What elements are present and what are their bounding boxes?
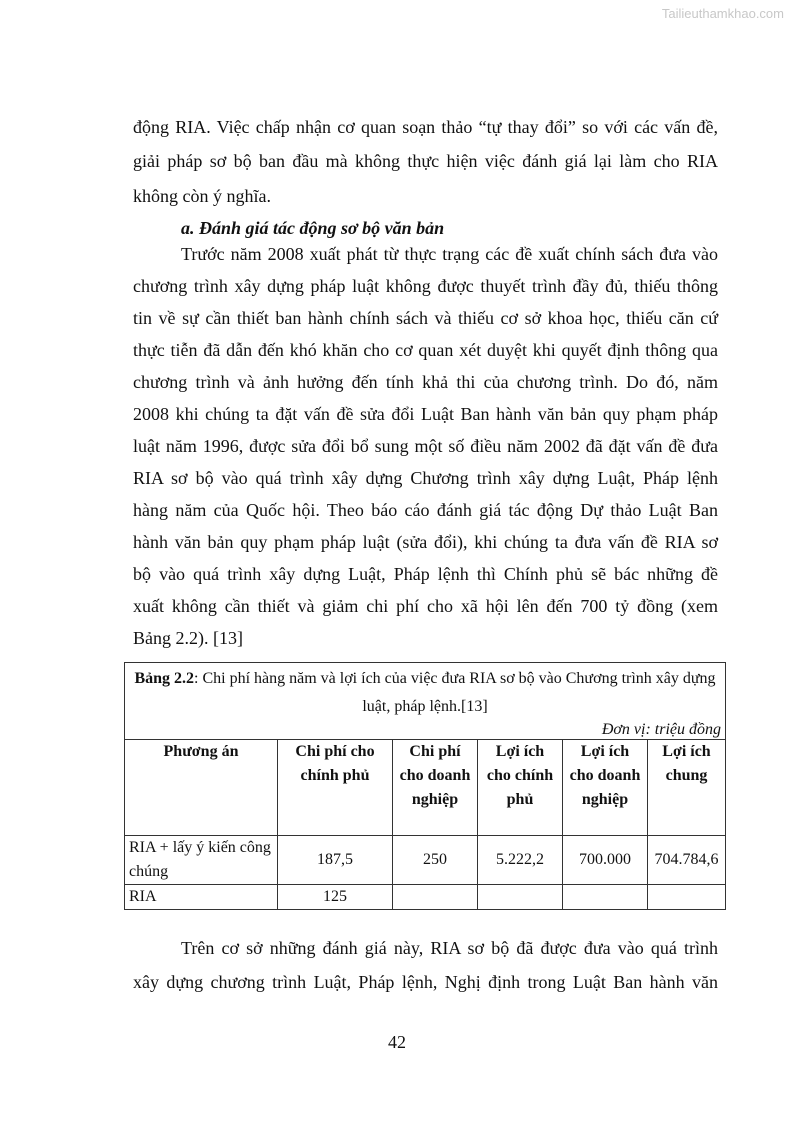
table-cell: 700.000: [563, 836, 648, 885]
text-line: Trên cơ sở những đánh giá này, RIA sơ bộ đã được đưa vào quá trình: [181, 938, 718, 958]
text-line: thực tiễn đã dẫn đến khó khăn cho cơ quan xét duyệt khi quyết định thông qua: [133, 340, 718, 360]
table-unit: Đơn vị: triệu đồng: [125, 721, 726, 740]
col-header: Lợi ích cho chính phủ: [478, 740, 563, 836]
table-cell: RIA + lấy ý kiến công chúng: [125, 836, 278, 885]
text-line: luật năm 1996, được sửa đổi bổ sung một số điều năm 2002 đã đặt vấn đề đưa: [133, 436, 718, 456]
table-cell: 187,5: [278, 836, 393, 885]
text-line: hành văn bản quy phạm pháp luật (sửa đổi), khi chúng ta đưa vấn đề RIA sơ: [133, 532, 718, 552]
table-cell: 704.784,6: [648, 836, 726, 885]
text-line: xuất không cần thiết và giảm chi phí cho xã hội lên đến 700 tỷ đồng (xem: [133, 596, 718, 616]
table-cell: 250: [393, 836, 478, 885]
text-line: không còn ý nghĩa.: [133, 186, 271, 206]
text-line: giải pháp sơ bộ ban đầu mà không thực hiện việc đánh giá lại làm cho RIA: [133, 151, 718, 171]
page-number: 42: [388, 1032, 406, 1052]
text-line: 2008 khi chúng ta đặt vấn đề sửa đổi Luật Ban hành văn bản quy phạm pháp: [133, 404, 718, 424]
col-header: Lợi ích chung: [648, 740, 726, 836]
text-line: chương trình và ảnh hưởng đến tính khả thi của chương trình. Do đó, năm: [133, 372, 718, 392]
text-line: hàng năm của Quốc hội. Theo báo cáo đánh giá tác động Dự thảo Luật Ban: [133, 500, 718, 520]
table-cell: [563, 885, 648, 910]
col-header: Chi phí cho chính phủ: [278, 740, 393, 836]
caption-label: Bảng 2.2: [134, 670, 195, 687]
table-cell: [648, 885, 726, 910]
col-header: Chi phí cho doanh nghiệp: [393, 740, 478, 836]
text-line: tin về sự cần thiết ban hành chính sách và thiếu cơ sở khoa học, thiếu căn cứ: [133, 308, 718, 328]
watermark: Tailieuthamkhao.com: [661, 6, 784, 21]
text-line: động RIA. Việc chấp nhận cơ quan soạn thảo “tự thay đổi” so với các vấn đề,: [133, 117, 718, 137]
table-row: [125, 836, 726, 885]
table-cell: 5.222,2: [478, 836, 563, 885]
table-cell: RIA: [125, 885, 278, 910]
table-cell: [478, 885, 563, 910]
caption-text: : Chi phí hàng năm và lợi ích của việc đưa RIA sơ bộ vào Chương trình xây dựng luật, pháp lệnh.[13]: [194, 670, 716, 715]
text-line: Bảng 2.2). [13]: [133, 628, 243, 648]
table-row: [125, 885, 726, 910]
table-cell: [393, 885, 478, 910]
text-line: RIA sơ bộ vào quá trình xây dựng Chương trình xây dựng Luật, Pháp lệnh: [133, 468, 718, 488]
cost-benefit-table: [124, 662, 726, 910]
text-line: bộ vào quá trình xây dựng Luật, Pháp lệnh thì Chính phủ sẽ bác những đề: [133, 564, 718, 584]
text-line: Trước năm 2008 xuất phát từ thực trạng các đề xuất chính sách đưa vào: [181, 244, 718, 264]
table-cell: 125: [278, 885, 393, 910]
section-heading: a. Đánh giá tác động sơ bộ văn bản: [181, 218, 445, 238]
col-header: Lợi ích cho doanh nghiệp: [563, 740, 648, 836]
table-caption: [125, 663, 726, 722]
text-line: chương trình xây dựng pháp luật không được thuyết trình đầy đủ, thiếu thông: [133, 276, 718, 296]
col-header: Phương án: [125, 740, 278, 836]
text-line: xây dựng chương trình Luật, Pháp lệnh, Nghị định trong Luật Ban hành văn: [133, 972, 718, 992]
